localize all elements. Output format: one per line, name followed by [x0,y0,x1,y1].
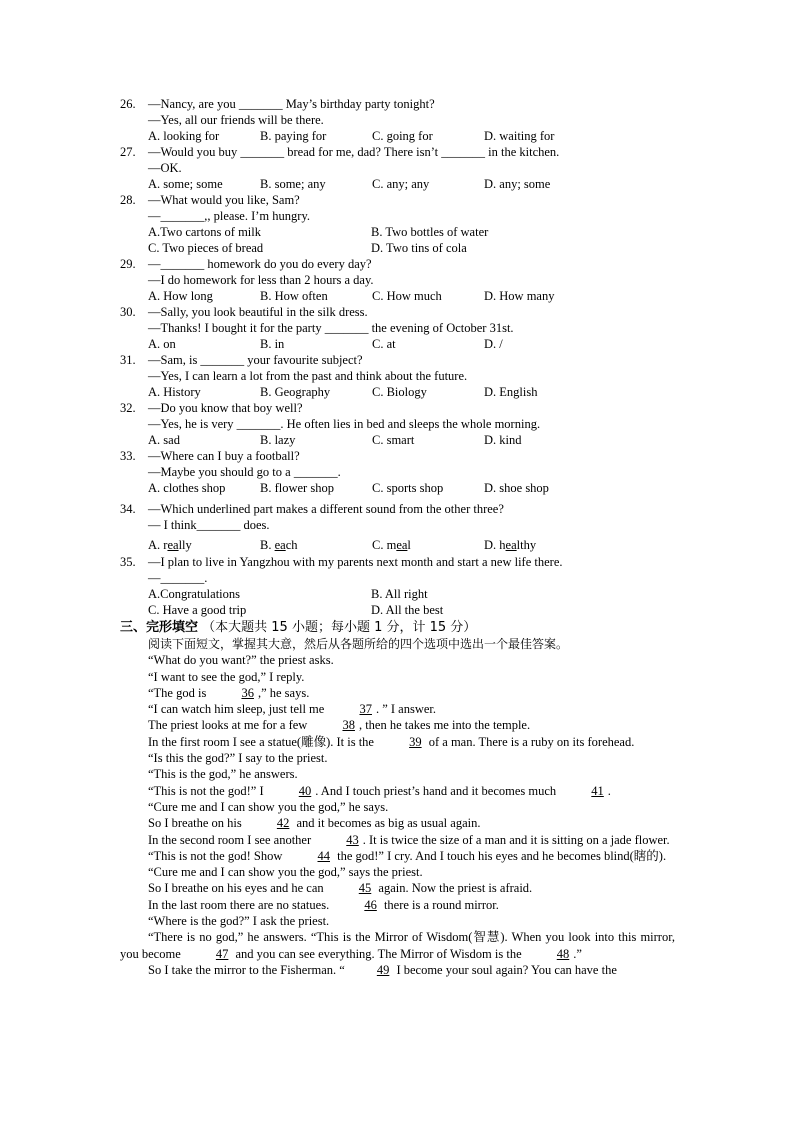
question [120,352,678,400]
passage-text: there is a round mirror. [380,897,499,912]
option: B. flower shop [260,481,334,495]
option: C. Two pieces of bread [148,241,264,255]
page [0,96,794,978]
passage-text: the god!” I cry. And I touch his eyes and he becomes blind(瞎的). [334,848,667,863]
underlined-letters: ea [274,538,286,552]
option: A. clothes shop [148,481,226,495]
passage-text: and it becomes as big as usual again. [293,816,481,831]
blank-46: 46 [364,897,377,912]
question [120,448,678,496]
blank-41: 41 [591,783,604,798]
passage-paragraph [120,734,675,750]
question-number: 35. [120,555,136,569]
blank-45: 45 [358,881,372,896]
passage-paragraph [120,652,675,668]
option: A. History [148,385,201,399]
question-line: —_______,, please. I’m hungry. [148,209,311,223]
question-number: 28. [120,193,136,207]
option: B. in [260,337,285,351]
passage-text: So I breathe on his [148,816,245,831]
passage-paragraph [120,848,675,864]
question [120,256,678,304]
passage-paragraph [120,815,675,831]
question-line: —I plan to live in Yangzhou with my parents next month and start a new life there. [148,555,563,569]
options-row [148,537,678,553]
passage-text: “The god is [148,685,210,700]
option: A. on [148,337,176,351]
section-heading [120,620,794,636]
question-line: —I do homework for less than 2 hours a day. [148,273,374,287]
question-number: 27. [120,145,136,159]
passage-text: again. Now the priest is afraid. [375,881,533,896]
passage-text: So I take the mirror to the Fisherman. “ [148,962,345,977]
blank-42: 42 [276,816,290,831]
option: C. How much [372,289,442,303]
option: A. sad [148,433,180,447]
question [120,501,678,553]
underlined-letters: ea [396,538,408,552]
option-suffix: l [407,538,411,552]
option: A.Congratulations [148,587,241,601]
passage-paragraph [120,750,675,766]
options-row [148,432,678,448]
question-line: —What would you like, Sam? [148,193,300,207]
passage-paragraph [120,929,675,962]
blank-36: 36 [241,685,254,700]
passage-paragraph [120,799,675,815]
option: C. Have a good trip [148,603,247,617]
option: A. some; some [148,177,223,191]
section-title: 三、完形填空 [120,620,199,635]
underlined-letters: ea [505,538,517,552]
passage-paragraph [120,669,675,685]
question-number: 34. [120,502,136,516]
passage-text: “This is not the god! Show [148,848,286,863]
blank-48: 48 [556,946,570,961]
passage-text: The priest looks at me for a few [148,718,311,733]
blank-39: 39 [409,734,422,749]
option: B. paying for [260,129,327,143]
option: A.Two cartons of milk [148,225,261,239]
question [120,554,678,618]
passage-text: “Cure me and I can show you the god,” he says. [148,799,389,814]
passage-paragraph [120,962,675,978]
passage-paragraph [120,832,675,848]
option-suffix: ch [285,538,298,552]
passage-text: “Is this the god?” I say to the priest. [148,751,328,766]
passage-text: “This is the god,” he answers. [148,767,298,782]
blank-40: 40 [298,783,312,798]
passage-paragraph [120,864,675,880]
options-row [148,480,678,496]
passage-text: “Where is the god?” I ask the priest. [148,914,330,929]
option: B. How often [260,289,328,303]
passage [120,636,675,978]
options-row [148,384,678,400]
question-line: —Would you buy _______ bread for me, dad? There isn’t _______ in the kitchen. [148,145,560,159]
option: C. any; any [372,177,430,191]
passage-text: , then he takes me into the temple. [358,718,531,733]
option: C. Biology [372,385,427,399]
passage-text: “I want to see the god,” I reply. [148,669,305,684]
passage-text: “I can watch him sleep, just tell me [148,702,328,717]
passage-text: . And I touch priest’s hand and it becomes much [315,783,560,798]
passage-text: “What do you want?” the priest asks. [148,653,334,668]
option: B. Geography [260,385,331,399]
question [120,304,678,352]
question-line: —Thanks! I bought it for the party _______ the evening of October 31st. [148,321,514,335]
question-line: —Yes, all our friends will be there. [148,113,324,127]
options-row [148,240,678,256]
question-line: —Where can I buy a football? [148,449,300,463]
question-number: 32. [120,401,136,415]
question [120,192,678,256]
passage-text: and you can see everything. The Mirror of Wisdom is the [232,946,525,961]
option: B. lazy [260,433,296,447]
option [148,537,260,553]
blank-49: 49 [376,962,390,977]
option: C. going for [372,129,433,143]
question-line: —Which underlined part makes a different sound from the other three? [148,502,504,516]
question-line: —Do you know that boy well? [148,401,303,415]
question-number: 31. [120,353,136,367]
passage-text: . It is twice the size of a man and it is sitting on a jade flower. [362,832,670,847]
option: D. English [484,385,538,399]
option-suffix: lly [178,538,192,552]
question-list [0,96,794,618]
options-row [148,602,678,618]
question-line: —Yes, I can learn a lot from the past and think about the future. [148,369,468,383]
option: C. smart [372,433,415,447]
passage-paragraph [120,913,675,929]
option-suffix: lthy [516,538,537,552]
blank-38: 38 [342,718,355,733]
passage-text: . [607,783,611,798]
question-number: 26. [120,97,136,111]
section-note: （本大题共 15 小题；每小题 1 分，计 15 分） [202,620,477,635]
question-line: —Maybe you should go to a _______. [148,465,341,479]
option: D. kind [484,433,522,447]
passage-text: In the last room there are no statues. [148,897,333,912]
question-line: —OK. [148,161,182,175]
option-prefix: A. r [148,538,168,552]
option: D. any; some [484,177,551,191]
option: C. at [372,337,396,351]
options-row [148,128,678,144]
option-prefix: D. h [484,538,506,552]
question [120,144,678,192]
option [260,537,372,553]
passage-paragraph [120,701,675,717]
passage-text: So I breathe on his eyes and he can [148,881,327,896]
option: D. All the best [371,603,444,617]
option: B. some; any [260,177,326,191]
question-number: 29. [120,257,136,271]
passage-paragraph [120,685,675,701]
blank-37: 37 [359,702,372,717]
blank-47: 47 [215,946,229,961]
option: D. shoe shop [484,481,549,495]
passage-paragraph [120,717,675,733]
passage-text: of a man. There is a ruby on its forehead. [425,734,635,749]
passage-paragraph [120,783,675,799]
options-row [148,288,678,304]
passage-text: I become your soul again? You can have the [393,962,617,977]
passage-text: In the second room I see another [148,832,315,847]
blank-43: 43 [346,832,359,847]
passage-text: ,” he says. [257,685,310,700]
option: B. Two bottles of water [371,225,489,239]
question-line: —Nancy, are you _______ May’s birthday party tonight? [148,97,435,111]
option [372,537,484,553]
option-prefix: C. m [372,538,397,552]
question-number: 30. [120,305,136,319]
section-instruction: 阅读下面短文，掌握其大意，然后从各题所给的四个选项中选出一个最佳答案。 [148,637,569,651]
question-line: —Yes, he is very _______. He often lies in bed and sleeps the whole morning. [148,417,541,431]
question-line: —Sam, is _______ your favourite subject? [148,353,363,367]
question [120,96,678,144]
option-prefix: B. [260,538,275,552]
options-row [148,336,678,352]
passage-text: “This is not the god!” I [148,783,267,798]
option [484,537,596,553]
question [120,400,678,448]
options-row [148,224,678,240]
option: B. All right [371,587,428,601]
option: C. sports shop [372,481,444,495]
question-line: —Sally, you look beautiful in the silk dress. [148,305,368,319]
option: A. looking for [148,129,220,143]
passage-paragraph [120,880,675,896]
passage-text: .” [573,946,582,961]
option: D. / [484,337,503,351]
option: D. waiting for [484,129,555,143]
passage-text: In the first room I see a statue(雕像). It is the [148,734,378,749]
passage-paragraph [120,766,675,782]
blank-44: 44 [317,848,330,863]
question-line: — I think_______ does. [148,518,270,532]
underlined-letters: ea [167,538,179,552]
passage-text: . ” I answer. [375,702,437,717]
passage-paragraph [120,897,675,913]
option: D. Two tins of cola [371,241,467,255]
options-row [148,586,678,602]
passage-text: “There is no god,” he answers. “This is the Mirror of Wisdom(智慧). When you look into this mirror, you become [120,930,675,961]
question-number: 33. [120,449,136,463]
option: D. How many [484,289,555,303]
passage-text: “Cure me and I can show you the god,” says the priest. [148,865,423,880]
question-line: —_______ homework do you do every day? [148,257,372,271]
options-row [148,176,678,192]
option: A. How long [148,289,213,303]
question-line: —_______. [148,571,208,585]
